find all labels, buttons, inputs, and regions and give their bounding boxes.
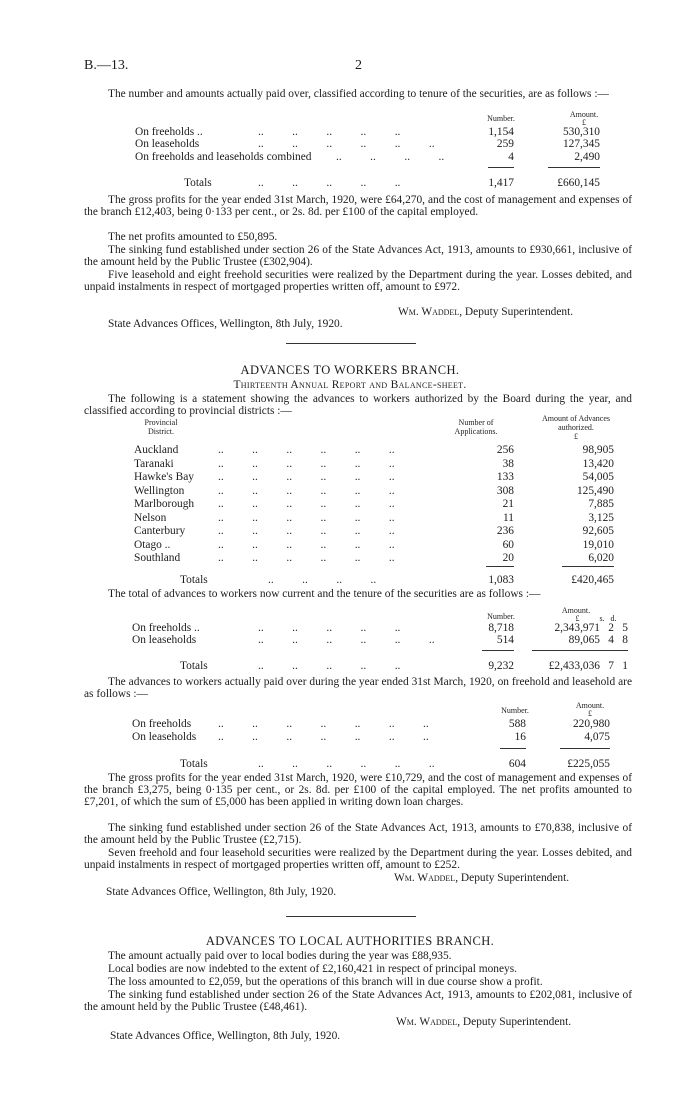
t1-row-label: On freeholds and leaseholds combined (135, 151, 312, 163)
signatory-title: Deputy Superintendent. (462, 1016, 572, 1028)
t1-row-amount: 127,345 (562, 138, 600, 150)
section-divider (286, 343, 416, 344)
amount-header-line: Amount of Advances (542, 414, 610, 423)
workers-securities-paragraph: Seven freehold and four leasehold securities were realized by the Department during the year. Losses debited, and unpaid instalments in respect of mortgaged properties written off, amount to £252. (84, 847, 632, 872)
t1-totals-label: Totals (184, 177, 212, 189)
t2-totals-number: 9,232 (488, 660, 514, 672)
district-row-dots: .. .. .. .. .. .. (218, 498, 395, 510)
securities-paragraph: Five leasehold and eight freehold securities were realized by the Department during the year. Losses debited, and unpaid instalments in respect of mortgaged properties written off, amount to £972. (84, 269, 632, 294)
t1-row-dots: .. .. .. .. .. .. (258, 138, 435, 150)
t3-sum-rule-number (500, 748, 526, 749)
t1-header-unit: £ (582, 118, 586, 127)
page-number: 2 (355, 58, 362, 73)
amount-header-line: authorized. (558, 423, 594, 432)
t2-row-label: On leaseholds (132, 634, 197, 646)
workers-branch-heading: ADVANCES TO WORKERS BRANCH. (240, 363, 460, 377)
t3-row-number: 16 (514, 731, 526, 743)
districts-totals-dots: .. .. .. .. (268, 574, 377, 586)
section-divider (286, 916, 416, 917)
districts-header-apps (436, 418, 516, 436)
district-row-dots: .. .. .. .. .. .. (218, 444, 395, 456)
district-amount: 98,905 (582, 444, 614, 456)
t2-totals-label: Totals (180, 660, 208, 672)
t3-row-label: On leaseholds (132, 731, 197, 743)
signatory-name: Wm. Waddel, (394, 872, 459, 884)
signature (398, 306, 573, 318)
t2-row-pounds: 89,065 (568, 634, 600, 646)
workers-intro-paragraph: The following is a statement showing the advances to workers authorized by the Board during the year, and classified according to provincial districts :— (84, 393, 632, 418)
district-header-line: Provincial (144, 418, 178, 427)
t1-row-number: 259 (496, 138, 514, 150)
district-row-dots: .. .. .. .. .. .. (218, 552, 395, 564)
district-row-dots: .. .. .. .. .. .. (218, 525, 395, 537)
t3-totals-dots: .. .. .. .. .. .. (258, 758, 435, 770)
t2-row-pounds: 2,343,971 (554, 622, 600, 634)
district-name: Otago .. (134, 539, 171, 551)
district-amount: 3,125 (588, 512, 614, 524)
workers-sinking-fund-paragraph: The sinking fund established under section 26 of the State Advances Act, 1913, amounts to £70,838, inclusive of the amount held by the Public Trustee (£2,715). (84, 822, 632, 847)
t1-row-dots: .. .. .. .. (336, 151, 445, 163)
t2-row-number: 514 (496, 634, 514, 646)
t3-row-dots: .. .. .. .. .. .. .. (218, 731, 429, 743)
paid-advances-intro: The advances to workers actually paid over during the year ended 31st March, 1920, on freehold and leasehold are as follows :— (84, 676, 632, 701)
local-paid-paragraph: The amount actually paid over to local bodies during the year was £88,935. (108, 950, 452, 962)
t3-totals-amount: £225,055 (567, 758, 610, 770)
t1-header-amount: Amount. (569, 110, 599, 119)
district-row-dots: .. .. .. .. .. .. (218, 512, 395, 524)
t2-header-unit: £ s. d. (575, 614, 617, 623)
districts-totals-label: Totals (180, 574, 208, 586)
district-applications: 256 (496, 444, 514, 456)
district-amount: 92,605 (582, 525, 614, 537)
workers-signature (394, 872, 569, 884)
t1-totals-number: 1,417 (488, 177, 514, 189)
t1-row-label: On leaseholds (135, 138, 200, 150)
t3-row-label: On freeholds (132, 718, 192, 730)
district-amount: 19,010 (582, 539, 614, 551)
t1-sum-rule-amount (548, 167, 600, 168)
t2-row-number: 8,718 (488, 622, 514, 634)
district-name: Canterbury (134, 525, 186, 537)
district-header-line: District. (148, 427, 174, 436)
signatory-title: Deputy Superintendent. (460, 872, 570, 884)
t1-row-number: 1,154 (488, 126, 514, 138)
t3-header-number: Number. (501, 706, 529, 715)
t1-totals-dots: .. .. .. .. .. (258, 177, 401, 189)
t3-row-number: 588 (508, 718, 526, 730)
districts-totals-amount: £420,465 (571, 574, 614, 586)
t1-header-number: Number. (487, 114, 515, 123)
t3-row-amount: 220,980 (572, 718, 610, 730)
apps-header-line: Number of (458, 418, 494, 427)
current-advances-intro: The total of advances to workers now current and the tenure of the securities are as follows :— (108, 588, 541, 600)
t1-row-amount: 2,490 (574, 151, 600, 163)
t1-row-dots: .. .. .. .. .. (258, 126, 401, 138)
t2-totals-pounds: £2,433,036 (548, 660, 600, 672)
t2-row-label: On freeholds .. (132, 622, 200, 634)
t2-totals-dots: .. .. .. .. .. (258, 660, 401, 672)
districts-totals-apps: 1,083 (488, 574, 514, 586)
districts-sum-rule-amount (562, 566, 614, 567)
signatory-title: Deputy Superintendent. (464, 306, 574, 318)
district-row-dots: .. .. .. .. .. .. (218, 539, 395, 551)
t3-header-unit: £ (588, 709, 592, 718)
district-name: Nelson (134, 512, 167, 524)
t1-row-number: 4 (508, 151, 514, 163)
t2-row-shillings: 2 (608, 622, 614, 634)
t2-totals-pence: 1 (622, 660, 628, 672)
local-sinking-fund-paragraph: The sinking fund established under section 26 of the State Advances Act, 1913, amounts to £202,081, inclusive of the amount held by the Public Trustee (£48,461). (84, 989, 632, 1014)
t1-row-amount: 530,310 (562, 126, 600, 138)
district-row-dots: .. .. .. .. .. .. (218, 471, 395, 483)
local-signature (396, 1016, 571, 1028)
apps-header-line: Applications. (454, 427, 498, 436)
local-branch-heading: ADVANCES TO LOCAL AUTHORITIES BRANCH. (205, 934, 495, 948)
intro-paragraph: The number and amounts actually paid over, classified according to tenure of the securities, are as follows :— (108, 88, 609, 100)
workers-gross-profit-paragraph: The gross profits for the year ended 31st March, 1920, were £10,729, and the cost of management and expenses of the branch £3,275, being 0·135 per cent., or 2s. 8d. per £100 of the capital employed. The net profits amounted to £7,201, of which the sum of £5,000 has been applied in writing down loan charges. (84, 772, 632, 809)
office-dateline: State Advances Offices, Wellington, 8th July, 1920. (108, 318, 343, 330)
district-applications: 11 (503, 512, 514, 524)
district-name: Southland (134, 552, 181, 564)
t2-row-pence: 8 (622, 634, 628, 646)
signatory-name: Wm. Waddel, (396, 1016, 461, 1028)
t3-row-amount: 4,075 (584, 731, 610, 743)
amount-header-line: £ (574, 432, 578, 441)
district-amount: 125,490 (576, 485, 614, 497)
district-applications: 60 (502, 539, 514, 551)
district-applications: 308 (496, 485, 514, 497)
district-applications: 21 (502, 498, 514, 510)
t2-row-dots: .. .. .. .. .. (258, 622, 401, 634)
t3-sum-rule-amount (560, 748, 610, 749)
t2-row-dots: .. .. .. .. .. .. (258, 634, 435, 646)
t2-sum-rule-amount (532, 650, 628, 651)
t1-sum-rule-number (488, 167, 514, 168)
district-name: Marlborough (134, 498, 195, 510)
t2-header-amount: Amount. (561, 606, 591, 615)
district-amount: 13,420 (582, 458, 614, 470)
t3-totals-number: 604 (508, 758, 526, 770)
district-row-dots: .. .. .. .. .. .. (218, 458, 395, 470)
district-applications: 20 (502, 552, 514, 564)
districts-header-amount (528, 414, 624, 441)
t2-row-pence: 5 (622, 622, 628, 634)
t3-header-amount: Amount. (575, 701, 605, 710)
sinking-fund-paragraph: The sinking fund established under section 26 of the State Advances Act, 1913, amounts to £930,661, inclusive of the amount held by the Public Trustee (£302,904). (84, 244, 632, 269)
gross-profit-paragraph: The gross profits for the year ended 31st March, 1920, were £64,270, and the cost of management and expenses of the branch £12,403, being 0·133 per cent., or 2s. 8d. per £100 of the capital employed. (84, 194, 632, 219)
workers-office-dateline: State Advances Office, Wellington, 8th July, 1920. (106, 886, 337, 898)
t2-totals-shillings: 7 (608, 660, 614, 672)
districts-sum-rule-apps (486, 566, 514, 567)
t2-row-shillings: 4 (608, 634, 614, 646)
net-profit-paragraph: The net profits amounted to £50,895. (108, 231, 278, 243)
district-row-dots: .. .. .. .. .. .. (218, 485, 395, 497)
districts-header-district (128, 418, 194, 436)
district-applications: 38 (502, 458, 514, 470)
local-loss-paragraph: The loss amounted to £2,059, but the operations of this branch will in due course show a profit. (108, 976, 543, 988)
workers-branch-subheading: Thirteenth Annual Report and Balance-sheet. (233, 379, 467, 391)
t1-totals-amount: £660,145 (557, 177, 600, 189)
t2-sum-rule-number (482, 650, 514, 651)
district-name: Wellington (134, 485, 185, 497)
local-office-dateline: State Advances Office, Wellington, 8th July, 1920. (110, 1030, 341, 1042)
district-name: Hawke's Bay (134, 471, 194, 483)
t3-totals-label: Totals (180, 758, 208, 770)
local-indebted-paragraph: Local bodies are now indebted to the extent of £2,160,421 in respect of principal moneys. (108, 963, 518, 975)
district-amount: 6,020 (588, 552, 614, 564)
district-amount: 7,885 (588, 498, 614, 510)
district-amount: 54,005 (582, 471, 614, 483)
t2-header-number: Number. (487, 612, 515, 621)
district-name: Auckland (134, 444, 179, 456)
page-reference: B.—13. (84, 58, 129, 73)
signatory-name: Wm. Waddel, (398, 306, 463, 318)
t3-row-dots: .. .. .. .. .. .. .. (218, 718, 429, 730)
district-applications: 133 (496, 471, 514, 483)
t1-row-label: On freeholds .. (135, 126, 203, 138)
district-name: Taranaki (134, 458, 174, 470)
district-applications: 236 (496, 525, 514, 537)
